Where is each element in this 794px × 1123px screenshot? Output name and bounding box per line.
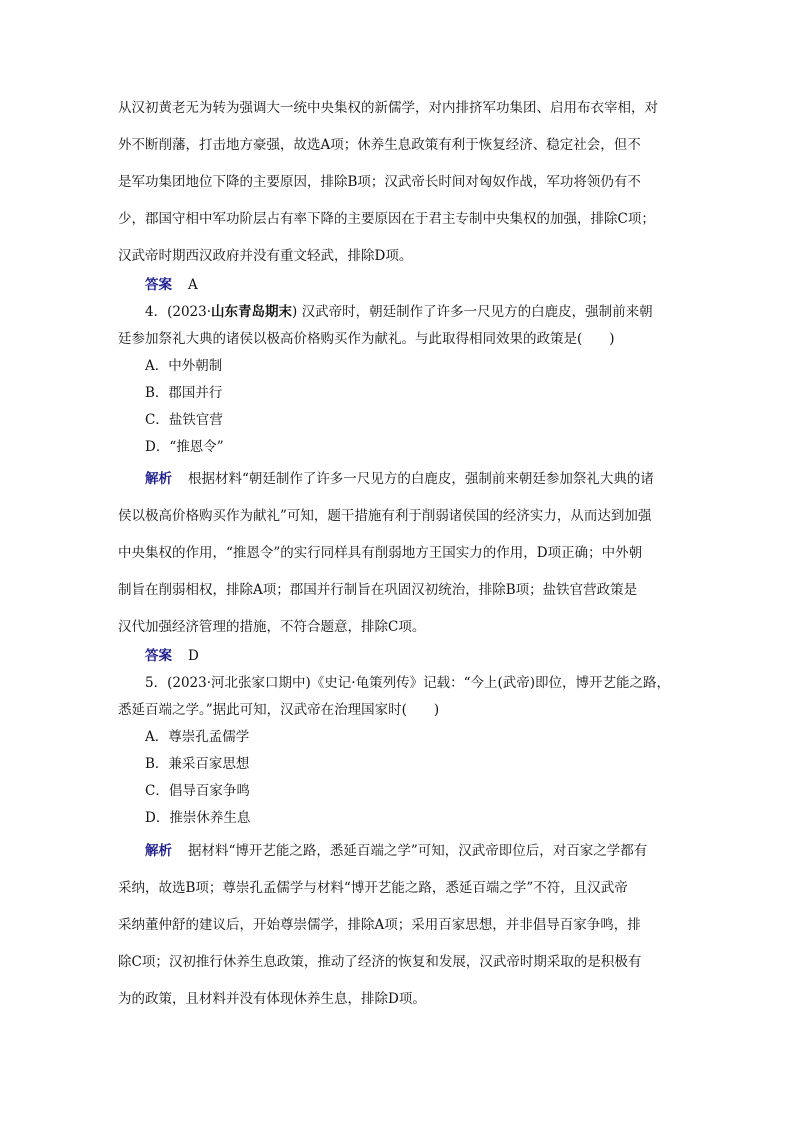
explanation-line: 侯以极高价格购买作为献礼”可知，题干措施有利于削弱诸侯国的经济实力，从而达到加强	[118, 508, 652, 524]
explanation-line	[118, 833, 680, 870]
answer-line-3	[118, 271, 707, 299]
explanation-label: 解析	[145, 843, 172, 859]
answer-label: 答案	[145, 648, 172, 664]
explanation-line: 中央集权的作用，“推恩令”的实行同样具有削弱地方王国实力的作用，D项正确；中外朝	[118, 545, 643, 561]
question-4	[118, 299, 680, 461]
explanation-text: 据材料“博开艺能之路，悉延百端之学”可知，汉武帝即位后，对百家之学都有	[188, 843, 648, 859]
question-number: 5．	[145, 675, 168, 691]
question-source-year: (2023·	[167, 304, 212, 320]
explanation-line: 是军功集团地位下降的主要原因，排除B项；汉武帝长时间对匈奴作战，军功将领仍有不	[118, 174, 641, 190]
explanation-line: 采纳，故选B项；尊崇孔孟儒学与材料“博开艺能之路，悉延百端之学”不符，且汉武帝	[118, 880, 628, 896]
answer-label: 答案	[145, 277, 172, 293]
question-4-option-b: B．郡国并行	[145, 385, 223, 401]
question-4-explanation	[118, 461, 680, 646]
question-5-text-part-1: 《史记·龟策列传》记载：“今上(武帝)即位，博开艺能之路，	[310, 675, 671, 691]
question-5-stem-line-1	[118, 670, 680, 697]
question-4-stem-line-1	[118, 299, 680, 326]
question-4-stem-line-2: 廷参加祭礼大典的诸侯以极高价格购买作为献礼。与此取得相同效果的政策是( )	[118, 331, 615, 347]
question-4-option-a: A．中外朝制	[145, 358, 223, 374]
answer-line-4	[118, 642, 707, 670]
question-5-explanation	[118, 833, 680, 1018]
explanation-block-3	[118, 90, 680, 275]
question-4-option-c: C．盐铁官营	[145, 412, 223, 428]
explanation-line: 除C项；汉初推行休养生息政策，推动了经济的恢复和发展，汉武帝时期采取的是积极有	[118, 954, 642, 970]
question-5-option-c: C．倡导百家争鸣	[145, 783, 250, 799]
answer-value: A	[188, 277, 198, 293]
explanation-line: 为的政策，且材料并没有体现休养生息，排除D项。	[118, 991, 426, 1007]
question-5-option-a: A．尊崇孔孟儒学	[145, 729, 250, 745]
answer-value: D	[188, 648, 199, 664]
question-source: (2023·河北张家口期中)	[167, 675, 311, 691]
explanation-label: 解析	[145, 471, 172, 487]
question-source-close: )	[292, 304, 298, 320]
question-source-place: 山东青岛期末	[211, 304, 293, 320]
question-5-option-d: D．推崇休养生息	[145, 810, 251, 826]
explanation-text: 根据材料“朝廷制作了许多一尺见方的白鹿皮，强制前来朝廷参加祭礼大典的诸	[188, 471, 654, 487]
explanation-line: 外不断削藩，打击地方豪强，故选A项；休养生息政策有利于恢复经济、稳定社会，但不	[118, 137, 641, 153]
question-5-option-b: B．兼采百家思想	[145, 756, 250, 772]
question-5	[118, 670, 680, 832]
question-number: 4．	[145, 304, 168, 320]
explanation-line: 从汉初黄老无为转为强调大一统中央集权的新儒学，对内排挤军功集团、启用布衣宰相，对	[118, 100, 658, 116]
explanation-line: 采纳董仲舒的建议后，开始尊崇儒学，排除A项；采用百家思想，并非倡导百家争鸣，排	[118, 917, 641, 933]
explanation-line: 制旨在削弱相权，排除A项；郡国并行制旨在巩固汉初统治，排除B项；盐铁官营政策是	[118, 582, 638, 598]
question-4-option-d: D．“推恩令”	[145, 439, 224, 455]
explanation-line: 汉武帝时期西汉政府并没有重文轻武，排除D项。	[118, 248, 413, 264]
explanation-line: 汉代加强经济管理的措施，不符合题意，排除C项。	[118, 619, 426, 635]
explanation-line: 少，郡国守相中军功阶层占有率下降的主要原因在于君主专制中央集权的加强，排除C项；	[118, 211, 655, 227]
question-4-text-part-1: 汉武帝时，朝廷制作了许多一尺见方的白鹿皮，强制前来朝	[301, 304, 653, 320]
explanation-line	[118, 461, 680, 498]
question-5-stem-line-2: 悉延百端之学。”据此可知，汉武帝在治理国家时( )	[118, 702, 440, 718]
